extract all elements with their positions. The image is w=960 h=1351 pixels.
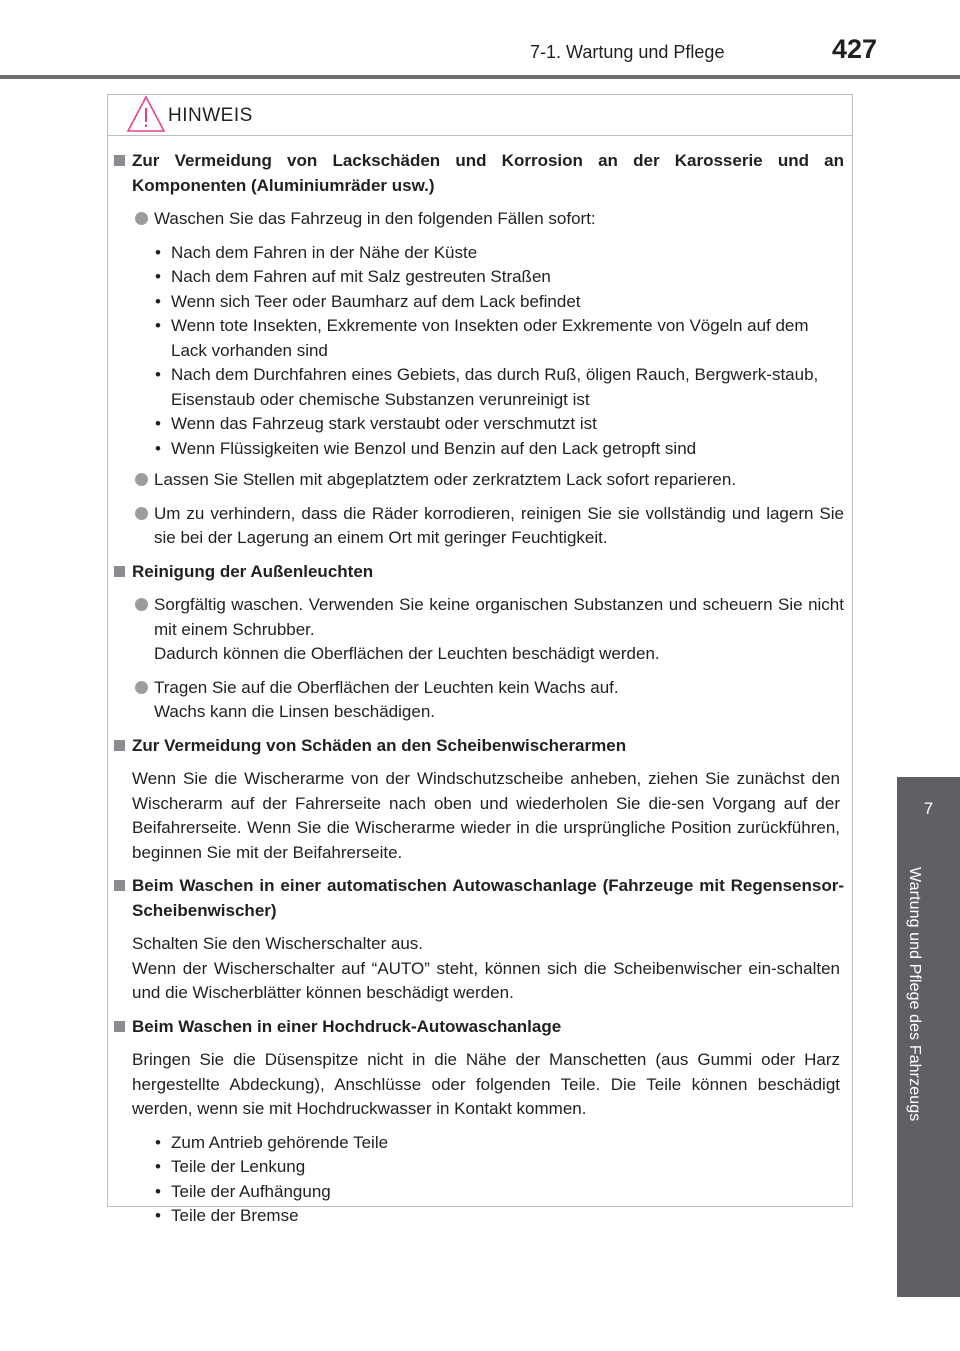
section-title-text: Reinigung der Außenleuchten [132, 561, 374, 581]
chapter-tab [897, 777, 960, 857]
item-text: Waschen Sie das Fahrzeug in den folgenden Fällen sofort: [154, 209, 596, 228]
circle-bullet-icon [135, 212, 148, 225]
paragraph [108, 932, 854, 1006]
notice-box [107, 94, 853, 1225]
notice-content [108, 149, 854, 1236]
bullet-item: • Wenn Flüssigkeiten wie Benzol und Benzin auf den Lack getropft sind [171, 437, 840, 462]
item-text: Um zu verhindern, dass die Räder korrodieren, reinigen Sie sie vollständig und lagern Sie sie bei der Lagerung an einem Ort mit geringer Feuchtigkeit. [154, 503, 844, 547]
header-rule [0, 75, 960, 79]
item-text: Dadurch können die Oberflächen der Leuchten beschädigt werden. [154, 644, 660, 663]
list-item [108, 593, 854, 667]
section-title-text: Beim Waschen in einer Hochdruck-Autowaschanlage [132, 1016, 562, 1036]
bullet-item: • Wenn das Fahrzeug stark verstaubt oder verschmutzt ist [171, 412, 840, 437]
bullet-item: • Nach dem Fahren in der Nähe der Küste [171, 241, 840, 266]
section-heading [108, 560, 854, 585]
list-item [108, 502, 854, 551]
item-text: Tragen Sie auf die Oberflächen der Leuchten kein Wachs auf. [154, 677, 619, 697]
bullet-item: • Teile der Bremse [171, 1204, 840, 1229]
section-title-text: Zur Vermeidung von Schäden an den Scheibenwischerarmen [132, 735, 627, 755]
circle-bullet-icon [135, 598, 148, 611]
section-heading [108, 149, 854, 198]
item-text: Wachs kann die Linsen beschädigen. [154, 702, 435, 721]
bullet-item: • Zum Antrieb gehörende Teile [171, 1131, 840, 1156]
chapter-number: 7 [923, 799, 934, 818]
square-bullet-icon [114, 566, 125, 577]
bullet-item: • Wenn tote Insekten, Exkremente von Insekten oder Exkremente von Vögeln auf dem Lack vorhanden sind [171, 314, 840, 363]
section-title-text: Zur Vermeidung von Lackschäden und Korrosion an der Karosserie und an Komponenten (Aluminiumräder usw.) [132, 151, 844, 195]
section-heading [108, 734, 854, 759]
square-bullet-icon [114, 740, 125, 751]
item-text: Sorgfältig waschen. Verwenden Sie keine organischen Substanzen und scheuern Sie nicht mit einem Schrubber. [154, 595, 844, 639]
chapter-side-label [897, 857, 960, 1297]
warning-triangle-icon [126, 95, 166, 133]
bullet-item: • Nach dem Durchfahren eines Gebiets, das durch Ruß, öligen Rauch, Bergwerk-staub, Eisenstaub oder chemische Substanzen verunreinigt ist [171, 363, 840, 412]
square-bullet-icon [114, 1021, 125, 1032]
bullet-item: • Wenn sich Teer oder Baumharz auf dem Lack befindet [171, 290, 840, 315]
paragraph-line: Schalten Sie den Wischerschalter aus. [132, 934, 424, 953]
bullet-item: • Nach dem Fahren auf mit Salz gestreuten Straßen [171, 265, 840, 290]
bullet-item: • Teile der Lenkung [171, 1155, 840, 1180]
page-number: 427 [832, 34, 878, 64]
bullet-list [108, 1131, 854, 1229]
bullet-item: • Teile der Aufhängung [171, 1180, 840, 1205]
item-text: Lassen Sie Stellen mit abgeplatztem oder zerkratztem Lack sofort reparieren. [154, 470, 737, 489]
section-title-text: Beim Waschen in einer automatischen Autowaschanlage (Fahrzeuge mit Regensensor-Scheibenwischer) [132, 876, 844, 920]
circle-bullet-icon [135, 681, 148, 694]
circle-bullet-icon [135, 507, 148, 520]
chapter-label: Wartung und Pflege des Fahrzeugs [906, 867, 923, 1122]
section-title: 7-1. Wartung und Pflege [530, 42, 725, 62]
notice-header [108, 95, 852, 136]
section-heading [108, 1015, 854, 1040]
section-heading [108, 874, 854, 923]
paragraph: Bringen Sie die Düsenspitze nicht in die Nähe der Manschetten (aus Gummi oder Harz hergestellte Abdeckung), Anschlüsse oder folgenden Teile. Die Teile können beschädigt werden, wenn sie mit Hochdruckwasser in Kontakt kommen. [132, 1050, 840, 1118]
list-item [108, 468, 854, 493]
square-bullet-icon [114, 155, 125, 166]
circle-bullet-icon [135, 473, 148, 486]
list-item [108, 207, 854, 232]
square-bullet-icon [114, 880, 125, 891]
bullet-list [108, 241, 854, 462]
paragraph: Wenn Sie die Wischerarme von der Windschutzscheibe anheben, ziehen Sie zunächst den Wischerarm auf der Fahrerseite nach oben und wiederholen Sie die-sen Vorgang auf der Beifahrerseite. Wenn Sie die Wischerarme wieder in die ursprüngliche Position zurückführen, beginnen Sie mit der Beifahrerseite. [132, 769, 840, 862]
list-item [108, 676, 854, 725]
paragraph-line: Wenn der Wischerschalter auf “AUTO” steht, können sich die Scheibenwischer ein-schalten und die Wischerblätter können beschädigt werden. [132, 958, 840, 1002]
notice-label: HINWEIS [168, 105, 253, 126]
